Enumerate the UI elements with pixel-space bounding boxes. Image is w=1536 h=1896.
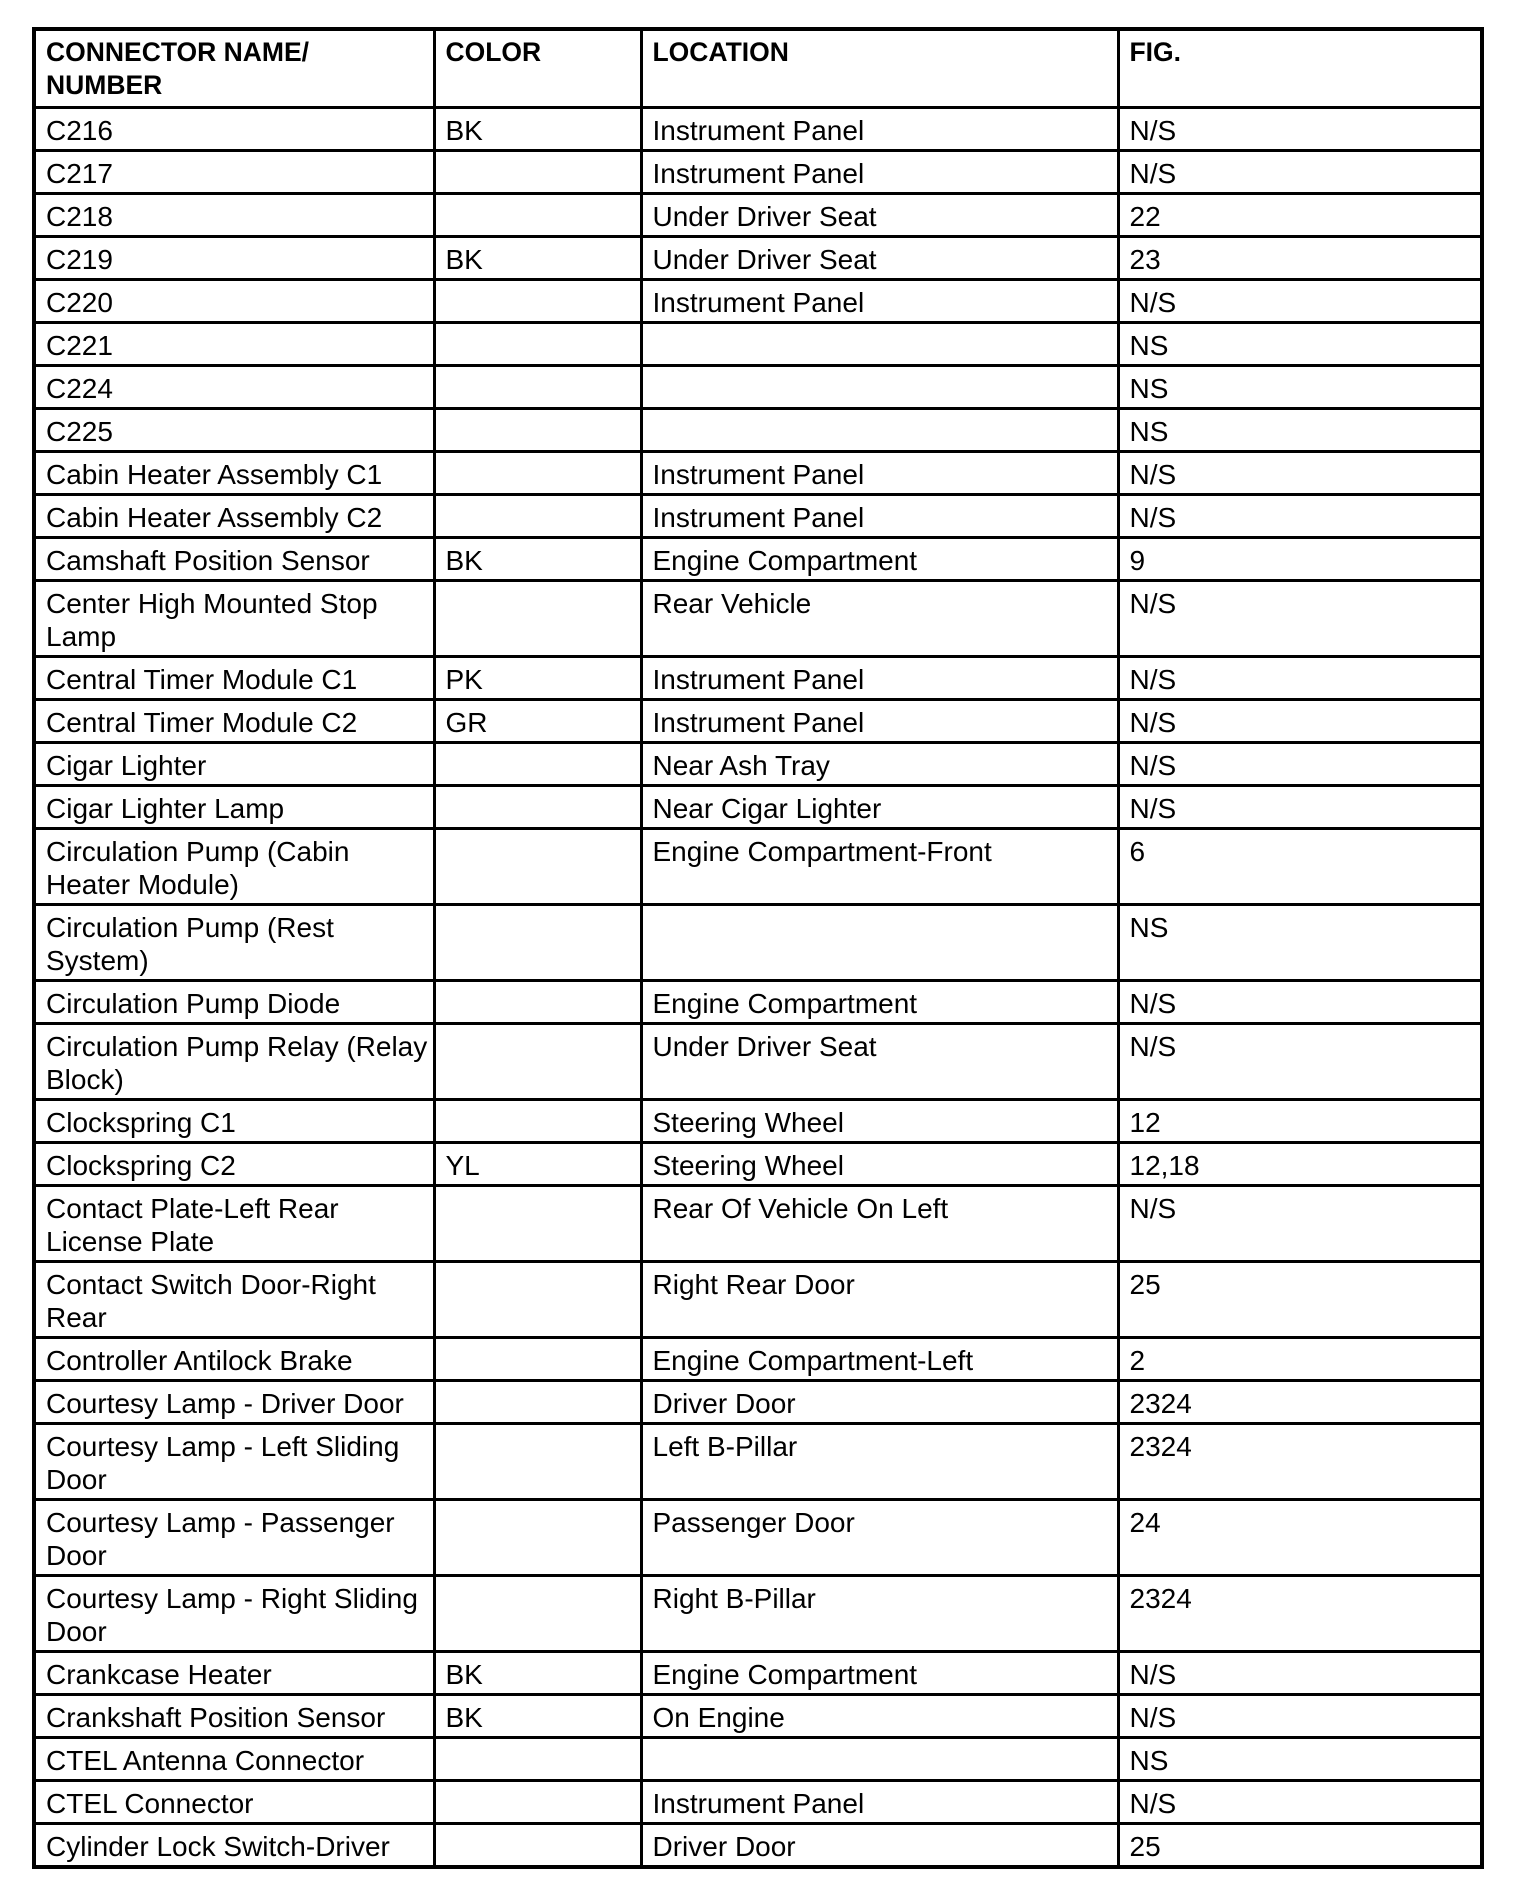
- color-cell: [434, 495, 641, 538]
- location-cell: Engine Compartment: [641, 1652, 1118, 1695]
- location-cell: Steering Wheel: [641, 1143, 1118, 1186]
- fig-cell: 2324: [1118, 1424, 1482, 1500]
- fig-cell: N/S: [1118, 1186, 1482, 1262]
- fig-cell: N/S: [1118, 700, 1482, 743]
- connector-name-cell: Cabin Heater Assembly C1: [34, 452, 434, 495]
- color-cell: [434, 280, 641, 323]
- table-row: [34, 495, 1482, 538]
- connector-name-cell: Circulation Pump (Rest System): [34, 905, 434, 981]
- fig-cell: N/S: [1118, 743, 1482, 786]
- color-cell: PK: [434, 657, 641, 700]
- connector-name-cell: C224: [34, 366, 434, 409]
- color-cell: [434, 1024, 641, 1100]
- table-row: [34, 1738, 1482, 1781]
- color-cell: [434, 743, 641, 786]
- location-cell: Left B-Pillar: [641, 1424, 1118, 1500]
- connector-name-cell: C225: [34, 409, 434, 452]
- table-row: [34, 323, 1482, 366]
- table-row: [34, 1381, 1482, 1424]
- table-row: [34, 1186, 1482, 1262]
- fig-cell: NS: [1118, 366, 1482, 409]
- location-cell: Engine Compartment-Front: [641, 829, 1118, 905]
- location-cell: Under Driver Seat: [641, 237, 1118, 280]
- header-color: COLOR: [434, 29, 641, 108]
- table-row: [34, 151, 1482, 194]
- fig-cell: 24: [1118, 1500, 1482, 1576]
- connector-name-cell: Cylinder Lock Switch-Driver: [34, 1824, 434, 1868]
- table-row: [34, 981, 1482, 1024]
- fig-cell: 2324: [1118, 1576, 1482, 1652]
- location-cell: Right Rear Door: [641, 1262, 1118, 1338]
- color-cell: [434, 1424, 641, 1500]
- connector-name-cell: Center High Mounted Stop Lamp: [34, 581, 434, 657]
- location-cell: Near Cigar Lighter: [641, 786, 1118, 829]
- table-row: [34, 1143, 1482, 1186]
- connector-name-cell: Crankcase Heater: [34, 1652, 434, 1695]
- location-cell: Instrument Panel: [641, 151, 1118, 194]
- connector-name-cell: Camshaft Position Sensor: [34, 538, 434, 581]
- color-cell: [434, 1781, 641, 1824]
- connector-name-cell: Courtesy Lamp - Passenger Door: [34, 1500, 434, 1576]
- table-row: [34, 366, 1482, 409]
- color-cell: BK: [434, 1652, 641, 1695]
- table-body: [34, 108, 1482, 1868]
- location-cell: Near Ash Tray: [641, 743, 1118, 786]
- fig-cell: N/S: [1118, 108, 1482, 151]
- table-row: [34, 538, 1482, 581]
- color-cell: [434, 323, 641, 366]
- location-cell: [641, 323, 1118, 366]
- table-row: [34, 1338, 1482, 1381]
- color-cell: [434, 1500, 641, 1576]
- color-cell: [434, 905, 641, 981]
- connector-name-cell: Circulation Pump Diode: [34, 981, 434, 1024]
- connector-name-cell: Contact Switch Door-Right Rear: [34, 1262, 434, 1338]
- fig-cell: NS: [1118, 409, 1482, 452]
- location-cell: Under Driver Seat: [641, 1024, 1118, 1100]
- color-cell: [434, 1381, 641, 1424]
- connector-name-cell: Circulation Pump (Cabin Heater Module): [34, 829, 434, 905]
- location-cell: On Engine: [641, 1695, 1118, 1738]
- location-cell: Engine Compartment-Left: [641, 1338, 1118, 1381]
- location-cell: Instrument Panel: [641, 700, 1118, 743]
- header-fig: FIG.: [1118, 29, 1482, 108]
- table-row: [34, 700, 1482, 743]
- fig-cell: N/S: [1118, 981, 1482, 1024]
- location-cell: Passenger Door: [641, 1500, 1118, 1576]
- location-cell: Instrument Panel: [641, 280, 1118, 323]
- connector-name-cell: CTEL Antenna Connector: [34, 1738, 434, 1781]
- table-row: [34, 1652, 1482, 1695]
- fig-cell: N/S: [1118, 1781, 1482, 1824]
- location-cell: [641, 366, 1118, 409]
- color-cell: [434, 1824, 641, 1868]
- connector-name-cell: Courtesy Lamp - Driver Door: [34, 1381, 434, 1424]
- color-cell: [434, 151, 641, 194]
- location-cell: Driver Door: [641, 1824, 1118, 1868]
- location-cell: Engine Compartment: [641, 981, 1118, 1024]
- fig-cell: N/S: [1118, 581, 1482, 657]
- table-row: [34, 409, 1482, 452]
- connector-name-cell: Cabin Heater Assembly C2: [34, 495, 434, 538]
- fig-cell: 12,18: [1118, 1143, 1482, 1186]
- connector-name-cell: Courtesy Lamp - Right Sliding Door: [34, 1576, 434, 1652]
- table-row: [34, 1500, 1482, 1576]
- color-cell: [434, 194, 641, 237]
- fig-cell: 2: [1118, 1338, 1482, 1381]
- location-cell: Instrument Panel: [641, 1781, 1118, 1824]
- connector-name-cell: C216: [34, 108, 434, 151]
- color-cell: [434, 1186, 641, 1262]
- table-row: [34, 280, 1482, 323]
- fig-cell: N/S: [1118, 452, 1482, 495]
- table-row: [34, 1100, 1482, 1143]
- table-row: [34, 905, 1482, 981]
- connector-name-cell: Cigar Lighter Lamp: [34, 786, 434, 829]
- location-cell: Engine Compartment: [641, 538, 1118, 581]
- table-row: [34, 743, 1482, 786]
- connector-name-cell: C219: [34, 237, 434, 280]
- fig-cell: N/S: [1118, 1024, 1482, 1100]
- color-cell: [434, 981, 641, 1024]
- color-cell: [434, 1738, 641, 1781]
- location-cell: Right B-Pillar: [641, 1576, 1118, 1652]
- fig-cell: 23: [1118, 237, 1482, 280]
- color-cell: [434, 1338, 641, 1381]
- color-cell: [434, 1100, 641, 1143]
- fig-cell: N/S: [1118, 495, 1482, 538]
- connector-name-cell: Central Timer Module C2: [34, 700, 434, 743]
- fig-cell: 12: [1118, 1100, 1482, 1143]
- location-cell: Rear Of Vehicle On Left: [641, 1186, 1118, 1262]
- color-cell: BK: [434, 108, 641, 151]
- fig-cell: NS: [1118, 1738, 1482, 1781]
- connector-name-cell: Central Timer Module C1: [34, 657, 434, 700]
- table-row: [34, 581, 1482, 657]
- color-cell: [434, 786, 641, 829]
- color-cell: GR: [434, 700, 641, 743]
- location-cell: Steering Wheel: [641, 1100, 1118, 1143]
- connector-name-cell: Circulation Pump Relay (Relay Block): [34, 1024, 434, 1100]
- location-cell: Driver Door: [641, 1381, 1118, 1424]
- connector-name-cell: C217: [34, 151, 434, 194]
- location-cell: [641, 905, 1118, 981]
- color-cell: BK: [434, 538, 641, 581]
- connector-name-cell: Crankshaft Position Sensor: [34, 1695, 434, 1738]
- header-connector-name: CONNECTOR NAME/ NUMBER: [34, 29, 434, 108]
- connector-name-cell: C220: [34, 280, 434, 323]
- location-cell: Instrument Panel: [641, 495, 1118, 538]
- color-cell: [434, 452, 641, 495]
- color-cell: [434, 581, 641, 657]
- table-header: [34, 29, 1482, 108]
- color-cell: [434, 829, 641, 905]
- location-cell: Instrument Panel: [641, 452, 1118, 495]
- fig-cell: 25: [1118, 1262, 1482, 1338]
- fig-cell: N/S: [1118, 657, 1482, 700]
- location-cell: Under Driver Seat: [641, 194, 1118, 237]
- table-row: [34, 1576, 1482, 1652]
- table-row: [34, 786, 1482, 829]
- fig-cell: 2324: [1118, 1381, 1482, 1424]
- fig-cell: N/S: [1118, 280, 1482, 323]
- location-cell: Instrument Panel: [641, 108, 1118, 151]
- color-cell: YL: [434, 1143, 641, 1186]
- fig-cell: NS: [1118, 323, 1482, 366]
- connector-name-cell: Courtesy Lamp - Left Sliding Door: [34, 1424, 434, 1500]
- table-row: [34, 1824, 1482, 1868]
- fig-cell: 25: [1118, 1824, 1482, 1868]
- connector-name-cell: CTEL Connector: [34, 1781, 434, 1824]
- color-cell: [434, 1262, 641, 1338]
- table-row: [34, 1424, 1482, 1500]
- connector-name-cell: Clockspring C1: [34, 1100, 434, 1143]
- fig-cell: N/S: [1118, 151, 1482, 194]
- color-cell: [434, 366, 641, 409]
- connector-table: [32, 27, 1484, 1869]
- header-row: [34, 29, 1482, 108]
- connector-table-container: [32, 27, 1480, 1869]
- table-row: [34, 1262, 1482, 1338]
- color-cell: [434, 409, 641, 452]
- connector-name-cell: C218: [34, 194, 434, 237]
- color-cell: BK: [434, 1695, 641, 1738]
- table-row: [34, 1695, 1482, 1738]
- fig-cell: 6: [1118, 829, 1482, 905]
- table-row: [34, 1024, 1482, 1100]
- table-row: [34, 452, 1482, 495]
- fig-cell: N/S: [1118, 1652, 1482, 1695]
- connector-name-cell: Contact Plate-Left Rear License Plate: [34, 1186, 434, 1262]
- table-row: [34, 657, 1482, 700]
- fig-cell: N/S: [1118, 786, 1482, 829]
- location-cell: [641, 409, 1118, 452]
- table-row: [34, 237, 1482, 280]
- fig-cell: NS: [1118, 905, 1482, 981]
- table-row: [34, 108, 1482, 151]
- location-cell: Instrument Panel: [641, 657, 1118, 700]
- connector-name-cell: Clockspring C2: [34, 1143, 434, 1186]
- header-location: LOCATION: [641, 29, 1118, 108]
- color-cell: BK: [434, 237, 641, 280]
- location-cell: Rear Vehicle: [641, 581, 1118, 657]
- connector-name-cell: Controller Antilock Brake: [34, 1338, 434, 1381]
- table-row: [34, 194, 1482, 237]
- fig-cell: N/S: [1118, 1695, 1482, 1738]
- table-row: [34, 1781, 1482, 1824]
- connector-name-cell: C221: [34, 323, 434, 366]
- location-cell: [641, 1738, 1118, 1781]
- fig-cell: 22: [1118, 194, 1482, 237]
- connector-name-cell: Cigar Lighter: [34, 743, 434, 786]
- table-row: [34, 829, 1482, 905]
- fig-cell: 9: [1118, 538, 1482, 581]
- color-cell: [434, 1576, 641, 1652]
